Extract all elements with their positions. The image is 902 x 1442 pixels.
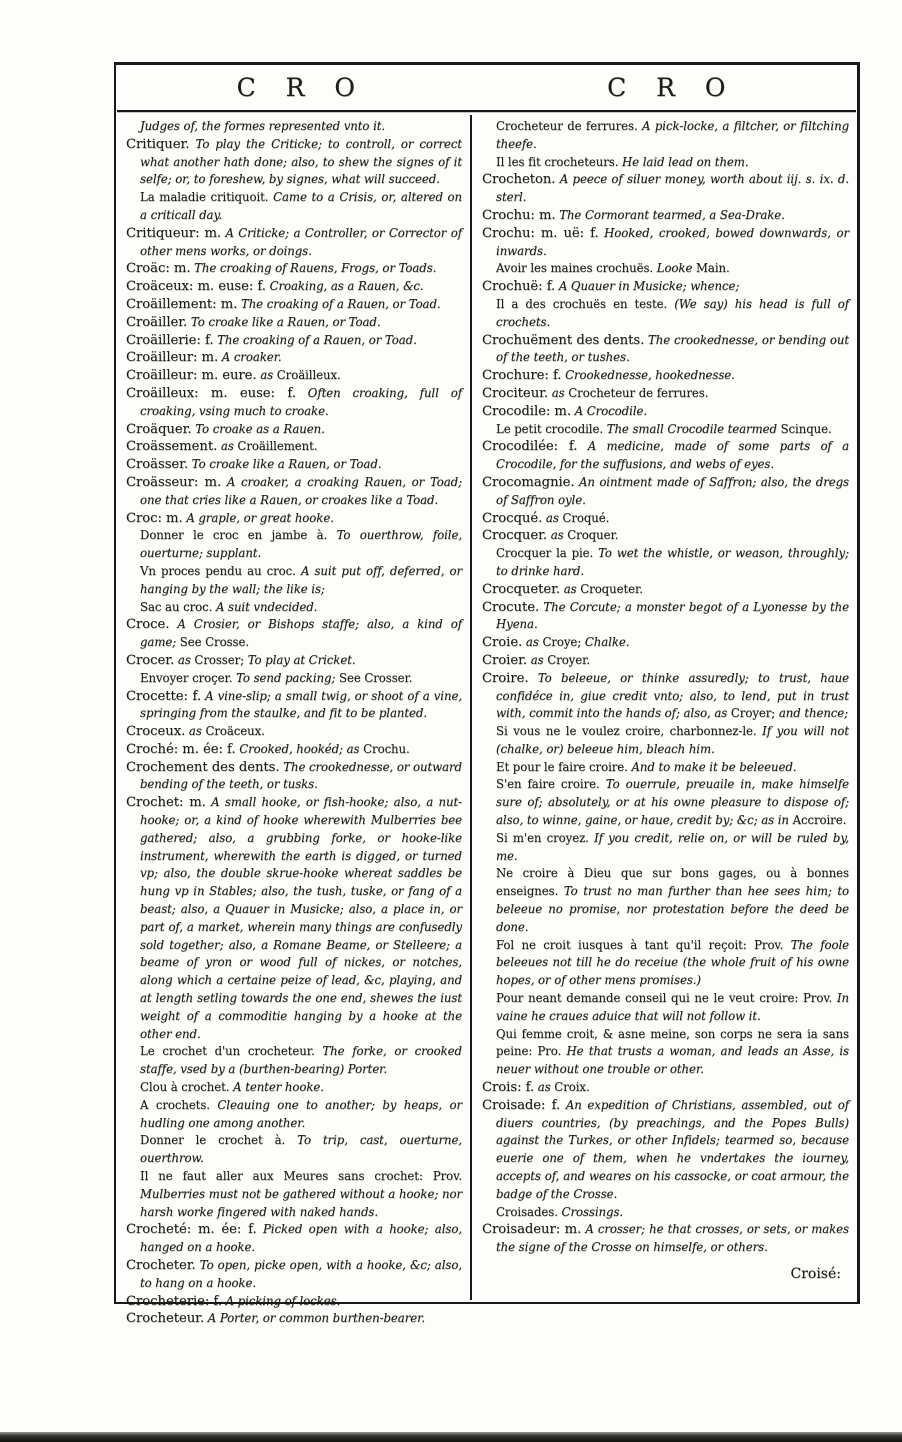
entry-gloss-text: A medicine, made of some parts of a Crocodile, for the suffusions, and webs of eyes. xyxy=(496,439,850,472)
entry-gloss-text: A graple, or great hooke. xyxy=(182,510,334,525)
dictionary-entry xyxy=(482,403,849,421)
entry-french-text: Le petit crocodile. xyxy=(496,421,604,436)
entry-french-text: Crochuë: f. xyxy=(482,279,556,295)
entry-french-text: Crocute. xyxy=(482,599,540,615)
dictionary-entry xyxy=(482,1079,849,1097)
entry-french-text: Le crochet d'un crocheteur. xyxy=(140,1044,315,1059)
catchword: Croisé: xyxy=(790,1266,841,1282)
dictionary-entry xyxy=(126,332,462,350)
entry-french-text: Croce. xyxy=(126,617,170,633)
entry-gloss-text: A Criticke; a Controller, or Corrector of other mens works, or doings. xyxy=(140,225,462,258)
dictionary-entry xyxy=(482,332,849,368)
entry-gloss-text: To beleeue, or thinke assuredly; to trust, haue confidéce in, giue credit vnto; also, to lend, put in trust with, commit into the hands of; also, as xyxy=(496,670,849,721)
dictionary-entry xyxy=(482,1097,849,1204)
entry-gloss-text: Crooked, hookéd; as xyxy=(235,741,360,756)
dictionary-entry xyxy=(482,510,849,528)
dictionary-entry xyxy=(126,527,462,563)
dictionary-entry xyxy=(126,670,462,688)
dictionary-entry xyxy=(126,385,462,421)
dictionary-entry xyxy=(126,1257,462,1293)
dictionary-entry xyxy=(126,189,462,225)
entry-gloss-text: A Crosier, or Bishops staffe; also, a kind of game; xyxy=(140,617,462,650)
dictionary-entry xyxy=(126,688,462,724)
entry-gloss-text: To play at Cricket. xyxy=(244,652,356,667)
entry-french-text: Croyer; xyxy=(727,706,776,721)
dictionary-entry xyxy=(126,456,462,474)
dictionary-entry xyxy=(126,118,462,136)
dictionary-entry xyxy=(126,1221,462,1257)
entry-french-text: Crocheté: m. ée: f. xyxy=(126,1222,257,1238)
entry-french-text: Si m'en croyez. xyxy=(496,830,589,845)
entry-gloss-text: as xyxy=(527,652,544,667)
dictionary-entry xyxy=(482,937,849,990)
dictionary-entry xyxy=(482,1221,849,1257)
entry-french-text: See Crosser. xyxy=(335,670,413,685)
entry-french-text: Crosser; xyxy=(190,652,245,667)
entry-french-text: Crocheteur. xyxy=(126,1311,205,1327)
entry-french-text: Crociteur. xyxy=(482,385,549,401)
entry-french-text: Croässeur: m. xyxy=(126,474,222,490)
entry-french-text: La maladie critiquoit. xyxy=(140,190,269,205)
dictionary-entry xyxy=(482,723,849,759)
entry-gloss-text: and thence; xyxy=(775,706,849,721)
dictionary-entry xyxy=(482,421,849,439)
entry-french-text: Croäceux: m. euse: f. xyxy=(126,279,266,295)
entry-french-text: Croäillement: m. xyxy=(126,296,238,312)
dictionary-entry xyxy=(482,599,849,635)
entry-french-text: Ne croire à Dieu que sur bons gages, ou à bonnes enseignes. xyxy=(496,866,849,899)
entry-gloss-text: The Corcute; a monster begot of a Lyonesse by the Hyena. xyxy=(496,599,849,632)
entry-french-text: Croäc: m. xyxy=(126,261,191,277)
dictionary-entry xyxy=(126,759,462,795)
entry-gloss-text: A peece of siluer money, worth about iij. s. ix. d. sterl. xyxy=(496,172,849,205)
header-rule xyxy=(117,110,856,112)
entry-french-text: Croqueter. xyxy=(576,581,643,596)
dictionary-entry xyxy=(482,1204,849,1222)
entry-gloss-text: Cleauing one to another; by heaps, or hudling one among another. xyxy=(140,1097,462,1130)
dictionary-entry xyxy=(126,1132,462,1168)
entry-french-text: Crocheteur de ferrures. xyxy=(564,385,709,400)
entry-french-text: Si vous ne le voulez croire, charbonnez-le. xyxy=(496,724,757,739)
entry-french-text: Croäceux. xyxy=(201,724,265,739)
entry-gloss-text: Looke xyxy=(653,261,693,276)
dictionary-entry xyxy=(126,260,462,278)
entry-french-text: Croyer. xyxy=(543,652,591,667)
entry-french-text: Croäiller. xyxy=(126,314,188,330)
dictionary-entry xyxy=(126,367,462,385)
entry-gloss-text: A croaker. xyxy=(218,350,282,365)
dictionary-entry xyxy=(126,652,462,670)
entry-gloss-text: The small Crocodile tearmed xyxy=(603,421,777,436)
entry-gloss-text: as xyxy=(547,528,564,543)
entry-french-text: Crochet: m. xyxy=(126,795,206,811)
entry-french-text: Crochement des dents. xyxy=(126,759,280,775)
entry-gloss-text: A tenter hooke. xyxy=(229,1080,324,1095)
entry-gloss-text: A Porter, or common burthen-bearer. xyxy=(204,1311,426,1326)
entry-gloss-text: The crookednesse, or bending out of the teeth, or tushes. xyxy=(496,332,849,365)
entry-french-text: Croché: m. ée: f. xyxy=(126,741,236,757)
entry-gloss-text: The Cormorant tearmed, a Sea-Drake. xyxy=(555,207,785,222)
entry-french-text: Crocheteur de ferrures. xyxy=(496,119,638,133)
entry-french-text: Crochure: f. xyxy=(482,368,562,384)
entry-french-text: Croix. xyxy=(550,1080,590,1095)
entry-french-text: Crocheton. xyxy=(482,172,556,188)
dictionary-entry xyxy=(482,652,849,670)
entry-french-text: Il ne faut aller aux Meures sans crochet: Prov. xyxy=(140,1169,462,1184)
entry-gloss-text: An expedition of Christians, assembled, out of diuers countries, (by preachings, and the Popes Bulls) against the Turkes, or other Infidels; tearmed so, because euerie one of them, when he vndertakes the iourney, accepts of, and weares on his cassocke, or coat armour, the badge of the Crosse. xyxy=(496,1097,849,1201)
entry-gloss-text: Mulberries must not be gathered without a hooke; nor harsh worke fingered with naked hands. xyxy=(140,1186,462,1219)
entry-gloss-text: A suit vndecided. xyxy=(212,599,318,614)
entry-french-text: Donner le croc en jambe à. xyxy=(140,528,328,543)
entry-french-text: Croäilleur: m. xyxy=(126,350,219,366)
entry-french-text: Crochu: m. xyxy=(482,207,556,223)
entry-french-text: Critiquer. xyxy=(126,136,190,152)
dictionary-entry xyxy=(482,438,849,474)
entry-gloss-text: The croaking of a Rauen, or Toad. xyxy=(237,296,441,311)
text-columns xyxy=(116,113,857,1327)
dictionary-entry xyxy=(126,1097,462,1133)
entry-gloss-text: The crookednesse, or outward bending of the teeth, or tusks. xyxy=(140,759,462,792)
dictionary-entry xyxy=(126,438,462,456)
dictionary-entry xyxy=(126,599,462,617)
dictionary-entry xyxy=(126,278,462,296)
dictionary-entry xyxy=(126,136,462,189)
dictionary-entry xyxy=(482,634,849,652)
entry-french-text: Croäquer. xyxy=(126,421,192,437)
entry-gloss-text: The croaking of a Rauen, or Toad. xyxy=(213,332,417,347)
entry-gloss-text: The foole beleeues not till he do receiue (the whole fruit of his owne hopes, or of other mens promises.) xyxy=(496,937,850,988)
entry-french-text: Crocqué. xyxy=(482,510,543,526)
entry-french-text: Croäilleux: m. euse: f. xyxy=(126,385,296,401)
dictionary-entry xyxy=(126,474,462,510)
entry-french-text: Main. xyxy=(692,261,730,276)
entry-gloss-text: He laid lead on them. xyxy=(618,154,749,169)
dictionary-entry xyxy=(126,225,462,261)
dictionary-entry xyxy=(482,171,849,207)
entry-gloss-text: as xyxy=(217,439,234,454)
dictionary-entry xyxy=(126,1168,462,1221)
entry-french-text: Il les fit crocheteurs. xyxy=(496,154,619,169)
entry-gloss-text: A pick-locke, a filtcher, or filtching theefe. xyxy=(496,119,849,151)
entry-french-text: Clou à crochet. xyxy=(140,1080,230,1095)
entry-french-text: Croäillerie: f. xyxy=(126,332,214,348)
entry-french-text: Crocquer la pie. xyxy=(496,546,594,561)
dictionary-entry xyxy=(126,1079,462,1097)
page-frame xyxy=(114,62,860,1327)
entry-french-text: Croqué. xyxy=(558,510,610,525)
entry-gloss-text: In vaine he craues aduice that will not follow it. xyxy=(496,991,849,1023)
dictionary-entry xyxy=(126,1043,462,1079)
dictionary-entry xyxy=(482,865,849,936)
entry-french-text: Accroire. xyxy=(788,813,847,828)
entry-french-text: Crocodilée: f. xyxy=(482,439,578,455)
column-left xyxy=(116,113,470,1327)
dictionary-entry xyxy=(482,830,849,866)
entry-french-text: Crocqueter. xyxy=(482,581,561,597)
entry-gloss-text: as xyxy=(534,1080,551,1095)
entry-gloss-text: Judges of, the formes represented vnto it. xyxy=(140,119,386,133)
dictionary-entry xyxy=(482,207,849,225)
entry-french-text: Crocheter. xyxy=(126,1258,196,1273)
entry-gloss-text: The forke, or crooked staffe, vsed by a (burthen-bearing) Porter. xyxy=(140,1044,462,1077)
entry-gloss-text: To open, picke open, with a hooke, &c; also, to hang on a hooke. xyxy=(140,1258,462,1290)
entry-gloss-text: (We say) his head is full of crochets. xyxy=(496,296,849,329)
entry-gloss-text: as xyxy=(548,385,565,400)
dictionary-entry xyxy=(482,759,849,777)
entry-french-text: Croisade: f. xyxy=(482,1097,561,1113)
dictionary-entry xyxy=(126,1310,462,1328)
dictionary-entry xyxy=(482,581,849,599)
entry-french-text: Croc: m. xyxy=(126,510,183,526)
dictionary-entry xyxy=(482,367,849,385)
dictionary-entry xyxy=(482,527,849,545)
entry-gloss-text: To croake as a Rauen. xyxy=(191,421,325,436)
entry-french-text: See Crosse. xyxy=(176,635,250,650)
entry-french-text: Critiqueur: m. xyxy=(126,225,222,241)
entry-gloss-text: A Quauer in Musicke; whence; xyxy=(555,279,740,294)
entry-gloss-text: Hooked, crooked, bowed downwards, or inwards. xyxy=(496,225,849,258)
entry-french-text: Scinque. xyxy=(776,421,832,436)
dictionary-entry xyxy=(482,385,849,403)
entry-french-text: Crochu: m. uë: f. xyxy=(482,225,599,241)
entry-french-text: Crocomagnie. xyxy=(482,474,575,490)
dictionary-entry xyxy=(126,510,462,528)
entry-gloss-text: A small hooke, or fish-hooke; also, a nut-hooke; or, a kind of hooke wherewith Mulberries bee gathered; also, a grubbing forke, or hooke-like instrument, wherewith the earth is digged, or turned vp; also, the double skrue-hooke whereat saddles be hung vp in Stables; also, the tush, tuske, or fang of a beast; also, a Quauer in Musicke; also, a place in, or part of, a market, wherein many things are confusedly sold together; also, a Romane Beame, or Stelleere; a beame of yron or wood full of nickes, or notches, along which a certaine peize of lead, &c, playing, and at length setling towards the one end, shewes the iust weight of a commoditie hanging by a hooke at the other end. xyxy=(140,795,462,1041)
entry-gloss-text: A crosser; he that crosses, or sets, or makes the signe of the Crosse on himselfe, or others. xyxy=(496,1222,849,1255)
entry-french-text: Qui femme croit, & asne meine, son corps ne sera ia sans peine: Pro. xyxy=(496,1026,849,1059)
entry-french-text: Croceux. xyxy=(126,724,186,740)
entry-gloss-text: And to make it be beleeued. xyxy=(627,759,797,774)
entry-gloss-text: A croaker, a croaking Rauen, or Toad; one that cries like a Rauen, or croakes like a Toad. xyxy=(140,474,463,507)
dictionary-entry xyxy=(482,260,849,278)
entry-french-text: Croässement. xyxy=(126,439,218,455)
entry-gloss-text: Crookednesse, hookednesse. xyxy=(561,368,735,383)
dictionary-entry xyxy=(482,296,849,332)
dictionary-entry xyxy=(126,723,462,741)
entry-french-text: Crochu. xyxy=(359,741,410,756)
entry-french-text: Croquer. xyxy=(563,528,619,543)
entry-french-text: Pour neant demande conseil qui ne le veut croire: Prov. xyxy=(496,991,833,1006)
entry-gloss-text: If you credit, relie on, or will be ruled by, me. xyxy=(496,830,849,863)
entry-french-text: Croye; xyxy=(538,635,582,650)
entry-french-text: Et pour le faire croire. xyxy=(496,759,628,774)
entry-french-text: Croässer. xyxy=(126,457,189,473)
entry-french-text: Avoir les maines crochuës. xyxy=(496,261,654,276)
entry-french-text: Crocette: f. xyxy=(126,688,201,704)
entry-gloss-text: as xyxy=(174,652,191,667)
dictionary-entry xyxy=(126,1293,462,1311)
entry-french-text: A crochets. xyxy=(140,1097,210,1112)
entry-gloss-text: as xyxy=(522,635,539,650)
entry-gloss-text: Picked open with a hooke; also, hanged on a hooke. xyxy=(140,1222,462,1255)
entry-gloss-text: An ointment made of Saffron; also, the dregs of Saffron oyle. xyxy=(496,474,849,507)
entry-french-text: Vn proces pendu au croc. xyxy=(140,563,296,578)
dictionary-entry xyxy=(126,794,462,1043)
entry-gloss-text: To trust no man further than hee sees him; to beleeue no promise, nor protestation before the deed be done. xyxy=(496,884,849,934)
entry-gloss-text: A Crocodile. xyxy=(571,403,647,418)
dictionary-entry xyxy=(126,349,462,367)
dictionary-entry xyxy=(482,670,849,723)
dictionary-entry xyxy=(126,314,462,332)
dictionary-entry xyxy=(482,278,849,296)
entry-french-text: S'en faire croire. xyxy=(496,777,600,792)
entry-french-text: Donner le crochet à. xyxy=(140,1133,286,1148)
entry-gloss-text: To send packing; xyxy=(232,670,336,685)
entry-gloss-text: as xyxy=(185,724,202,739)
entry-gloss-text: He that trusts a woman, and leads an Asse, is neuer without one trouble or other. xyxy=(496,1044,849,1077)
entry-french-text: Croäilleux. xyxy=(273,368,341,383)
entry-french-text: Crocer. xyxy=(126,652,175,668)
dictionary-entry xyxy=(126,296,462,314)
running-head-row xyxy=(116,65,857,110)
column-right xyxy=(472,113,857,1300)
dictionary-entry xyxy=(482,990,849,1026)
entry-gloss-text: To play the Criticke; to controll, or correct what another hath done; also, to shew the signes of it selfe; or, to foreshew, by signes, what will succeed. xyxy=(140,136,462,187)
entry-french-text: Croisadeur: m. xyxy=(482,1222,582,1238)
dictionary-entry xyxy=(482,545,849,581)
entry-french-text: Croire. xyxy=(482,670,529,686)
dictionary-entry xyxy=(482,474,849,510)
entry-french-text: Croier. xyxy=(482,652,528,668)
entry-gloss-text: The croaking of Rauens, Frogs, or Toads. xyxy=(190,261,437,276)
entry-gloss-text: Often croaking, full of croaking, vsing much to croake. xyxy=(140,385,462,418)
dictionary-entry xyxy=(126,421,462,439)
entry-gloss-text: To ouerthrow, foile, ouerturne; supplant. xyxy=(140,528,462,561)
dictionary-entry xyxy=(482,154,849,172)
entry-gloss-text: To wet the whistle, or weason, throughly; to drinke hard. xyxy=(496,546,850,578)
entry-french-text: Crocheterie: f. xyxy=(126,1293,222,1309)
entry-gloss-text: A suit put off, deferred, or hanging by the wall; the like is; xyxy=(140,563,462,596)
entry-french-text: Crocquer. xyxy=(482,528,548,544)
entry-gloss-text: To ouerrule, preuaile in, make himselfe sure of; absolutely, or at his owne pleasure to dispose of; also, to winne, gaine, or haue, credit by; &c; as in xyxy=(496,777,849,828)
entry-gloss-text: as xyxy=(560,581,577,596)
entry-french-text: Croäilleur: m. eure. xyxy=(126,368,257,384)
entry-gloss-text: To croake like a Rauen, or Toad. xyxy=(187,314,381,329)
entry-gloss-text: Croaking, as a Rauen, &c. xyxy=(265,279,424,294)
scan-edge-artifact xyxy=(0,1432,902,1442)
running-head-left: C R O xyxy=(236,73,366,102)
entry-french-text: Croisades. xyxy=(496,1204,558,1219)
entry-gloss-text: A vine-slip; a small twig, or shoot of a vine, springing from the staulke, and fit to be planted. xyxy=(140,688,462,721)
entry-french-text: Envoyer croçer. xyxy=(140,670,233,685)
entry-french-text: Crochuëment des dents. xyxy=(482,332,645,348)
entry-gloss-text: If you will not (chalke, or) beleeue him, bleach him. xyxy=(496,724,849,756)
entry-gloss-text: To trip, cast, ouerturne, ouerthrow. xyxy=(140,1133,462,1166)
entry-french-text: Fol ne croit iusques à tant qu'il reçoit: Prov. xyxy=(496,937,784,952)
dictionary-entry xyxy=(482,776,849,829)
entry-gloss-text: To croake like a Rauen, or Toad. xyxy=(188,457,382,472)
running-head-right: C R O xyxy=(607,73,737,102)
dictionary-entry xyxy=(482,225,849,261)
entry-french-text: Crocodile: m. xyxy=(482,403,572,419)
dictionary-entry xyxy=(482,118,849,154)
entry-french-text: Croäillement. xyxy=(233,439,318,454)
entry-gloss-text: as xyxy=(542,510,559,525)
entry-french-text: Il a des crochuës en teste. xyxy=(496,296,668,311)
entry-gloss-text: as xyxy=(256,368,274,383)
entry-french-text: Croie. xyxy=(482,635,523,651)
entry-gloss-text: Chalke. xyxy=(581,635,630,650)
dictionary-entry xyxy=(126,563,462,599)
entry-gloss-text: Came to a Crisis, or, altered on a criticall day. xyxy=(140,190,463,222)
entry-gloss-text: Crossings. xyxy=(557,1204,624,1219)
entry-gloss-text: A picking of lockes. xyxy=(221,1293,341,1308)
dictionary-entry xyxy=(482,1026,849,1079)
entry-french-text: Crois: f. xyxy=(482,1080,535,1096)
dictionary-entry xyxy=(126,616,462,652)
dictionary-entry xyxy=(126,741,462,759)
entry-french-text: Sac au croc. xyxy=(140,599,213,614)
